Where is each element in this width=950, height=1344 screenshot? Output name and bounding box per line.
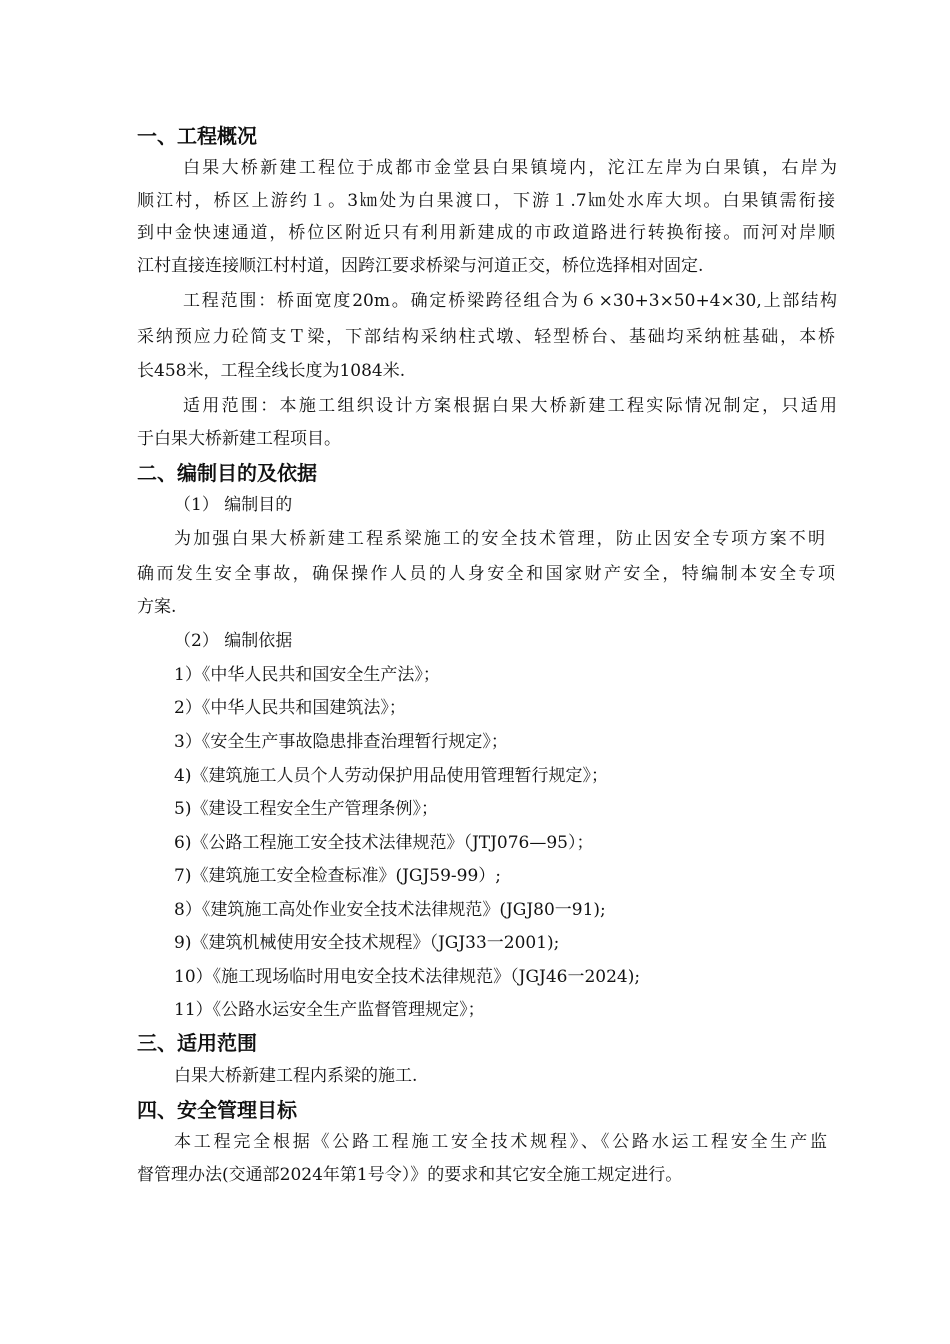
safety-goal-line: 本工程完全根据《公路工程施工安全技术规程》、《公路水运工程安全生产监 [174,1132,827,1152]
section-heading-purpose-basis: 二、编制目的及依据 [137,461,317,485]
basis-list-item: 4)《建筑施工人员个人劳动保护用品使用管理暂行规定》； [174,766,608,786]
section-heading-safety-goal: 四、安全管理目标 [137,1098,297,1122]
overview-paragraph-line: 白果大桥新建工程位于成都市金堂县白果镇境内，沱江左岸为白果镇，右岸为 [183,158,837,178]
safety-goal-line: 督管理办法(交通部2024年第1号令）》的要求和其它安全施工规定进行。 [137,1165,683,1185]
scope-paragraph-line: 长458米，工程全线长度为1084米. [137,361,406,381]
basis-list-item: 2）《中华人民共和国建筑法》； [174,698,406,718]
basis-list-item: 11）《公路水运安全生产监督管理规定》； [174,1000,485,1020]
basis-list-item: 8）《建筑施工高处作业安全技术法律规范》(JGJ80一91); [174,900,606,920]
overview-paragraph-line: 江村直接连接顺江村村道，因跨江要求桥梁与河道正交，桥位选择相对固定. [137,256,704,276]
applicability-paragraph-line: 适用范围：本施工组织设计方案根据白果大桥新建工程实际情况制定，只适用 [183,396,837,416]
scope-text: 白果大桥新建工程内系梁的施工. [174,1066,418,1086]
basis-list-item: 5)《建设工程安全生产管理条例》； [174,799,438,819]
applicability-paragraph-line: 于白果大桥新建工程项目。 [137,429,341,449]
section-heading-scope: 三、适用范围 [137,1031,257,1055]
basis-list-item: 6)《公路工程施工安全技术法律规范》（JTJ076—95）； [174,833,594,853]
basis-list-item: 10）《施工现场临时用电安全技术法律规范》（JGJ46一2024); [174,967,641,987]
basis-list-item: 3）《安全生产事故隐患排查治理暂行规定》； [174,732,508,752]
purpose-paragraph-line: 为加强白果大桥新建工程系梁施工的安全技术管理，防止因安全专项方案不明 [174,529,825,549]
scope-paragraph-line: 工程范围：桥面宽度20m。确定桥梁跨径组合为６×30+3×50+4×30,上部结构 [183,291,837,311]
subheading-purpose: （1） 编制目的 [174,495,293,515]
basis-list-item: 7)《建筑施工安全检查标准》(JGJ59-99）; [174,866,502,886]
overview-paragraph-line: 到中金快速通道，桥位区附近只有利用新建成的市政道路进行转换衔接。而河对岸顺 [137,223,835,243]
basis-list-item: 1）《中华人民共和国安全生产法》； [174,665,440,685]
subheading-basis: （2） 编制依据 [174,631,293,651]
overview-paragraph-line: 顺江村，桥区上游约１。3㎞处为白果渡口，下游１.7㎞处水库大坝。白果镇需衔接 [137,191,835,211]
purpose-paragraph-line: 方案. [137,597,177,617]
purpose-paragraph-line: 确而发生安全事故，确保操作人员的人身安全和国家财产安全，特编制本安全专项 [137,564,835,584]
basis-list-item: 9)《建筑机械使用安全技术规程》（JGJ33一2001); [174,933,560,953]
scope-paragraph-line: 采纳预应力砼简支Ｔ梁，下部结构采纳柱式墩、轻型桥台、基础均采纳桩基础，本桥 [137,327,835,347]
section-heading-overview: 一、工程概况 [137,124,257,148]
